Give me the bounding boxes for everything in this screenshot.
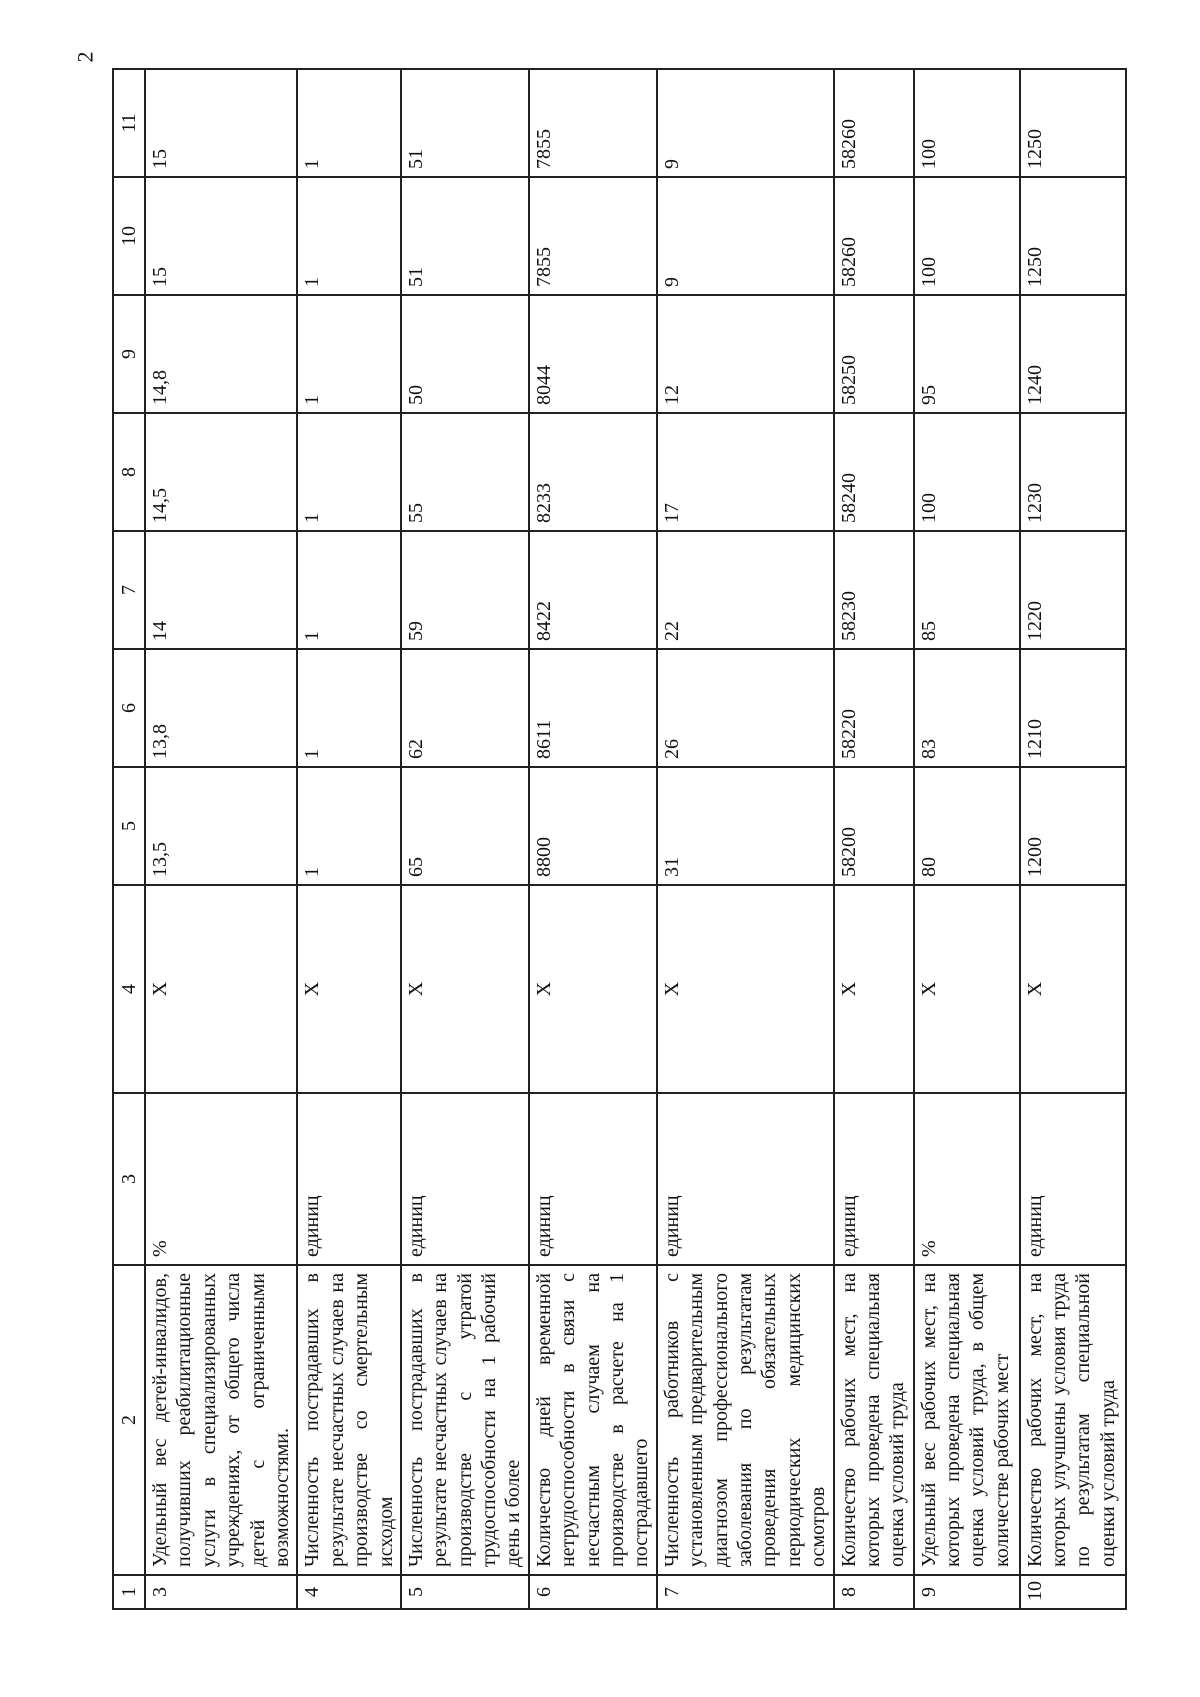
value-cell: 58220 (834, 649, 914, 767)
table-body (145, 69, 1126, 1609)
value-cell: 100 (914, 177, 1020, 295)
value-cell: 95 (914, 295, 1020, 413)
value-cell: 1 (297, 177, 401, 295)
value-cell: 17 (657, 413, 834, 531)
column-header: 7 (113, 531, 145, 649)
indicator-name: Количество рабочих мест, на которых проведена специальная оценка условий труда (834, 1265, 914, 1575)
column-header: 11 (113, 69, 145, 177)
value-cell: 80 (914, 767, 1020, 885)
column-header: 9 (113, 295, 145, 413)
table-row (297, 69, 401, 1609)
value-cell: 58260 (834, 177, 914, 295)
value-cell: 14 (145, 531, 297, 649)
value-cell: 14,5 (145, 413, 297, 531)
table-row (657, 69, 834, 1609)
column-header: 2 (113, 1265, 145, 1575)
indicator-name: Количество рабочих мест, на которых улучшены условия труда по результатам специальной оценки условий труда (1020, 1265, 1126, 1575)
value-cell: 1200 (1020, 767, 1126, 885)
page-number: 2 (72, 51, 98, 63)
row-number: 7 (657, 1575, 834, 1609)
indicator-name: Удельный вес детей-инвалидов, получивших реабилитационные услуги в специализированных учреждениях, от общего числа детей с ограниченными возможностями. (145, 1265, 297, 1575)
value-cell: 1 (297, 413, 401, 531)
value-cell: 14,8 (145, 295, 297, 413)
row-number: 6 (529, 1575, 657, 1609)
value-cell: 22 (657, 531, 834, 649)
value-cell: 1240 (1020, 295, 1126, 413)
unit-cell: единиц (1020, 1093, 1126, 1265)
value-cell: 12 (657, 295, 834, 413)
table-row (529, 69, 657, 1609)
marker-cell: Х (834, 885, 914, 1093)
column-header: 3 (113, 1093, 145, 1265)
value-cell: 55 (401, 413, 529, 531)
value-cell: 13,8 (145, 649, 297, 767)
value-cell: 100 (914, 69, 1020, 177)
value-cell: 59 (401, 531, 529, 649)
value-cell: 15 (145, 177, 297, 295)
column-header: 10 (113, 177, 145, 295)
value-cell: 100 (914, 413, 1020, 531)
marker-cell: Х (1020, 885, 1126, 1093)
row-number: 3 (145, 1575, 297, 1609)
row-number: 4 (297, 1575, 401, 1609)
indicator-name: Численность работников с установленным предварительным диагнозом профессионального заболевания по результатам проведения обязательных периодических медицинских осмотров (657, 1265, 834, 1575)
marker-cell: Х (914, 885, 1020, 1093)
value-cell: 8044 (529, 295, 657, 413)
value-cell: 9 (657, 177, 834, 295)
value-cell: 51 (401, 69, 529, 177)
row-number: 8 (834, 1575, 914, 1609)
value-cell: 58250 (834, 295, 914, 413)
table-row (145, 69, 297, 1609)
value-cell: 26 (657, 649, 834, 767)
unit-cell: % (914, 1093, 1020, 1265)
value-cell: 1230 (1020, 413, 1126, 531)
value-cell: 1 (297, 767, 401, 885)
marker-cell: Х (145, 885, 297, 1093)
value-cell: 1 (297, 295, 401, 413)
value-cell: 7855 (529, 69, 657, 177)
value-cell: 8422 (529, 531, 657, 649)
unit-cell: % (145, 1093, 297, 1265)
value-cell: 51 (401, 177, 529, 295)
column-header: 5 (113, 767, 145, 885)
marker-cell: Х (657, 885, 834, 1093)
unit-cell: единиц (834, 1093, 914, 1265)
table-row (1020, 69, 1126, 1609)
value-cell: 50 (401, 295, 529, 413)
value-cell: 1 (297, 531, 401, 649)
value-cell: 58200 (834, 767, 914, 885)
value-cell: 85 (914, 531, 1020, 649)
value-cell: 1 (297, 69, 401, 177)
unit-cell: единиц (657, 1093, 834, 1265)
value-cell: 1220 (1020, 531, 1126, 649)
column-header: 8 (113, 413, 145, 531)
indicator-name: Количество дней временной нетрудоспособности в связи с несчастным случаем на производстве в расчете на 1 пострадавшего (529, 1265, 657, 1575)
marker-cell: Х (529, 885, 657, 1093)
column-header: 1 (113, 1575, 145, 1609)
row-number: 10 (1020, 1575, 1126, 1609)
indicators-table (112, 68, 1127, 1610)
value-cell: 58260 (834, 69, 914, 177)
unit-cell: единиц (297, 1093, 401, 1265)
unit-cell: единиц (401, 1093, 529, 1265)
unit-cell: единиц (529, 1093, 657, 1265)
row-number: 9 (914, 1575, 1020, 1609)
value-cell: 58240 (834, 413, 914, 531)
value-cell: 9 (657, 69, 834, 177)
row-number: 5 (401, 1575, 529, 1609)
table-row (401, 69, 529, 1609)
value-cell: 1250 (1020, 177, 1126, 295)
column-header: 4 (113, 885, 145, 1093)
column-header: 6 (113, 649, 145, 767)
value-cell: 31 (657, 767, 834, 885)
indicator-name: Удельный вес рабочих мест, на которых проведена специальная оценка условий труда, в общем количестве рабочих мест (914, 1265, 1020, 1575)
indicator-name: Численность пострадавших в результате несчастных случаев на производстве со смертельным исходом (297, 1265, 401, 1575)
value-cell: 65 (401, 767, 529, 885)
header-row (113, 69, 145, 1609)
value-cell: 8800 (529, 767, 657, 885)
value-cell: 7855 (529, 177, 657, 295)
value-cell: 8611 (529, 649, 657, 767)
marker-cell: Х (297, 885, 401, 1093)
value-cell: 1210 (1020, 649, 1126, 767)
value-cell: 62 (401, 649, 529, 767)
value-cell: 83 (914, 649, 1020, 767)
marker-cell: Х (401, 885, 529, 1093)
value-cell: 13,5 (145, 767, 297, 885)
value-cell: 15 (145, 69, 297, 177)
value-cell: 8233 (529, 413, 657, 531)
table-row (834, 69, 914, 1609)
value-cell: 58230 (834, 531, 914, 649)
value-cell: 1250 (1020, 69, 1126, 177)
indicator-name: Численность пострадавших в результате несчастных случаев на производстве с утратой трудоспособности на 1 рабочий день и более (401, 1265, 529, 1575)
table-container (112, 70, 1119, 1610)
table-row (914, 69, 1020, 1609)
value-cell: 1 (297, 649, 401, 767)
